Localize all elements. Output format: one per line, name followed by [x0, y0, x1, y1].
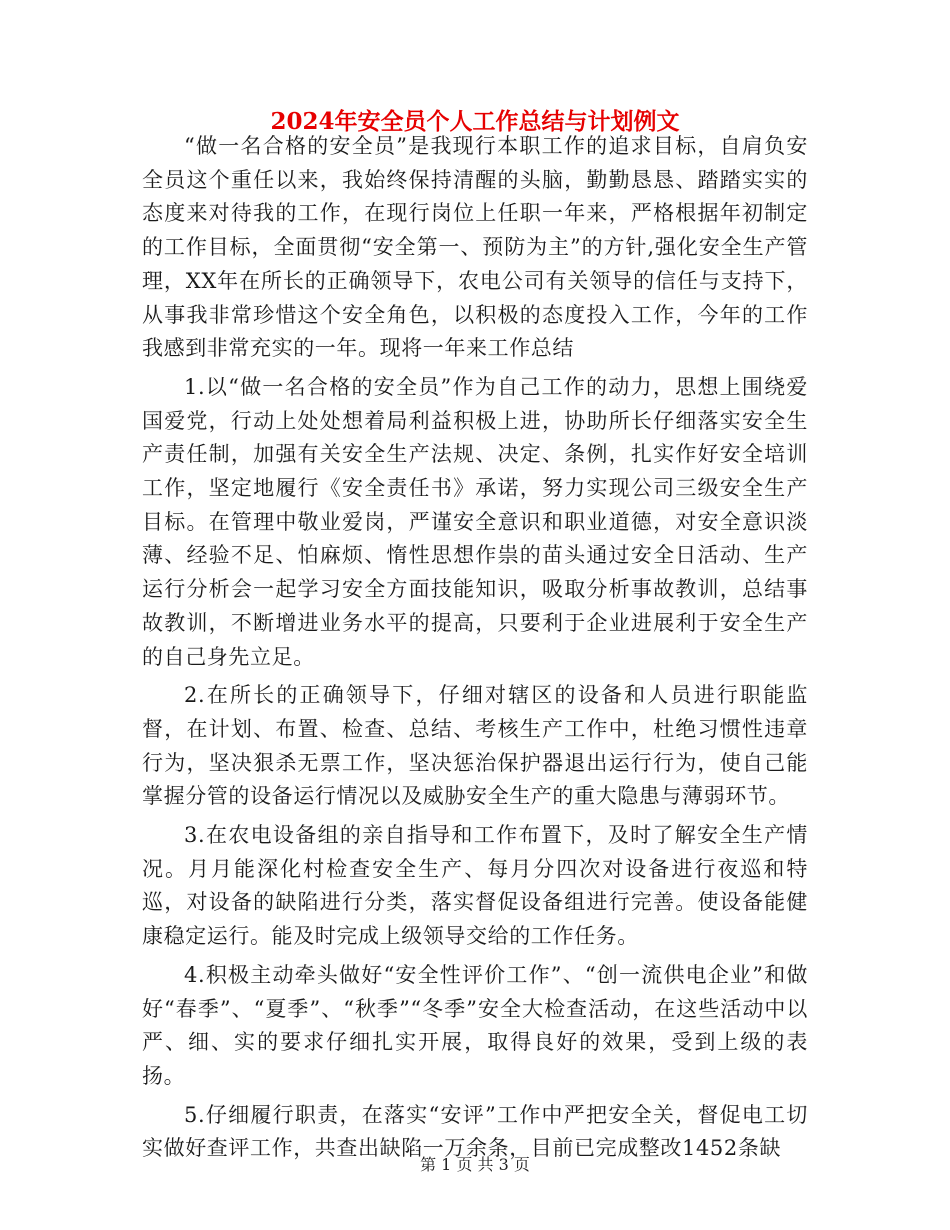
paragraph-item-4: 4.积极主动牵头做好“安全性评价工作”、“创一流供电企业”和做好“春季”、“夏季”、“秋季”“冬季”安全大检查活动，在这些活动中以严、细、实的要求仔细扎实开展，取得良好的效果，受到上级的表扬。 — [142, 962, 808, 1088]
paragraph-item-5: 5.仔细履行职责，在落实“安评”工作中严把安全关，督促电工切实做好查评工作，共查出缺陷一万余条，目前已完成整改1452条缺 — [142, 1102, 808, 1161]
paragraph-item-3: 3.在农电设备组的亲自指导和工作布置下，及时了解安全生产情况。月月能深化村检查安全生产、每月分四次对设备进行夜巡和特巡，对设备的缺陷进行分类，落实督促设备组进行完善。使设备能健康稳定运行。能及时完成上级领导交给的工作任务。 — [142, 823, 808, 949]
paragraph-intro: “做一名合格的安全员”是我现行本职工作的追求目标，自肩负安全员这个重任以来，我始终保持清醒的头脑，勤勤恳恳、踏踏实实的态度来对待我的工作，在现行岗位上任职一年来，严格根据年初制定的工作目标，全面贯彻“安全第一、预防为主”的方针,强化安全生产管理，XX年在所长的正确领导下，农电公司有关领导的信任与支持下，从事我非常珍惜这个安全角色，以积极的态度投入工作，今年的工作我感到非常充实的一年。现将一年来工作总结 — [142, 134, 808, 361]
document-body — [142, 130, 808, 1166]
paragraph-item-2: 2.在所长的正确领导下，仔细对辖区的设备和人员进行职能监督，在计划、布置、检查、总结、考核生产工作中，杜绝习惯性违章行为，坚决狠杀无票工作，坚决惩治保护器退出运行行为，使自己能掌握分管的设备运行情况以及威胁安全生产的重大隐患与薄弱环节。 — [142, 683, 808, 809]
page-number-footer: 第 1 页 共 3 页 — [420, 1155, 530, 1174]
document-title: 2024年安全员个人工作总结与计划例文 — [270, 108, 680, 135]
paragraph-item-1: 1.以“做一名合格的安全员”作为自己工作的动力，思想上围绕爱国爱党，行动上处处想着局利益积极上进，协助所长仔细落实安全生产责任制，加强有关安全生产法规、决定、条例，扎实作好安全培训工作，坚定地履行《安全责任书》承诺，努力实现公司三级安全生产目标。在管理中敬业爱岗，严谨安全意识和职业道德，对安全意识淡薄、经验不足、怕麻烦、惰性思想作祟的苗头通过安全日活动、生产运行分析会一起学习安全方面技能知识，吸取分析事故教训，总结事故教训，不断增进业务水平的提高，只要利于企业进展利于安全生产的自己身先立足。 — [142, 374, 808, 669]
